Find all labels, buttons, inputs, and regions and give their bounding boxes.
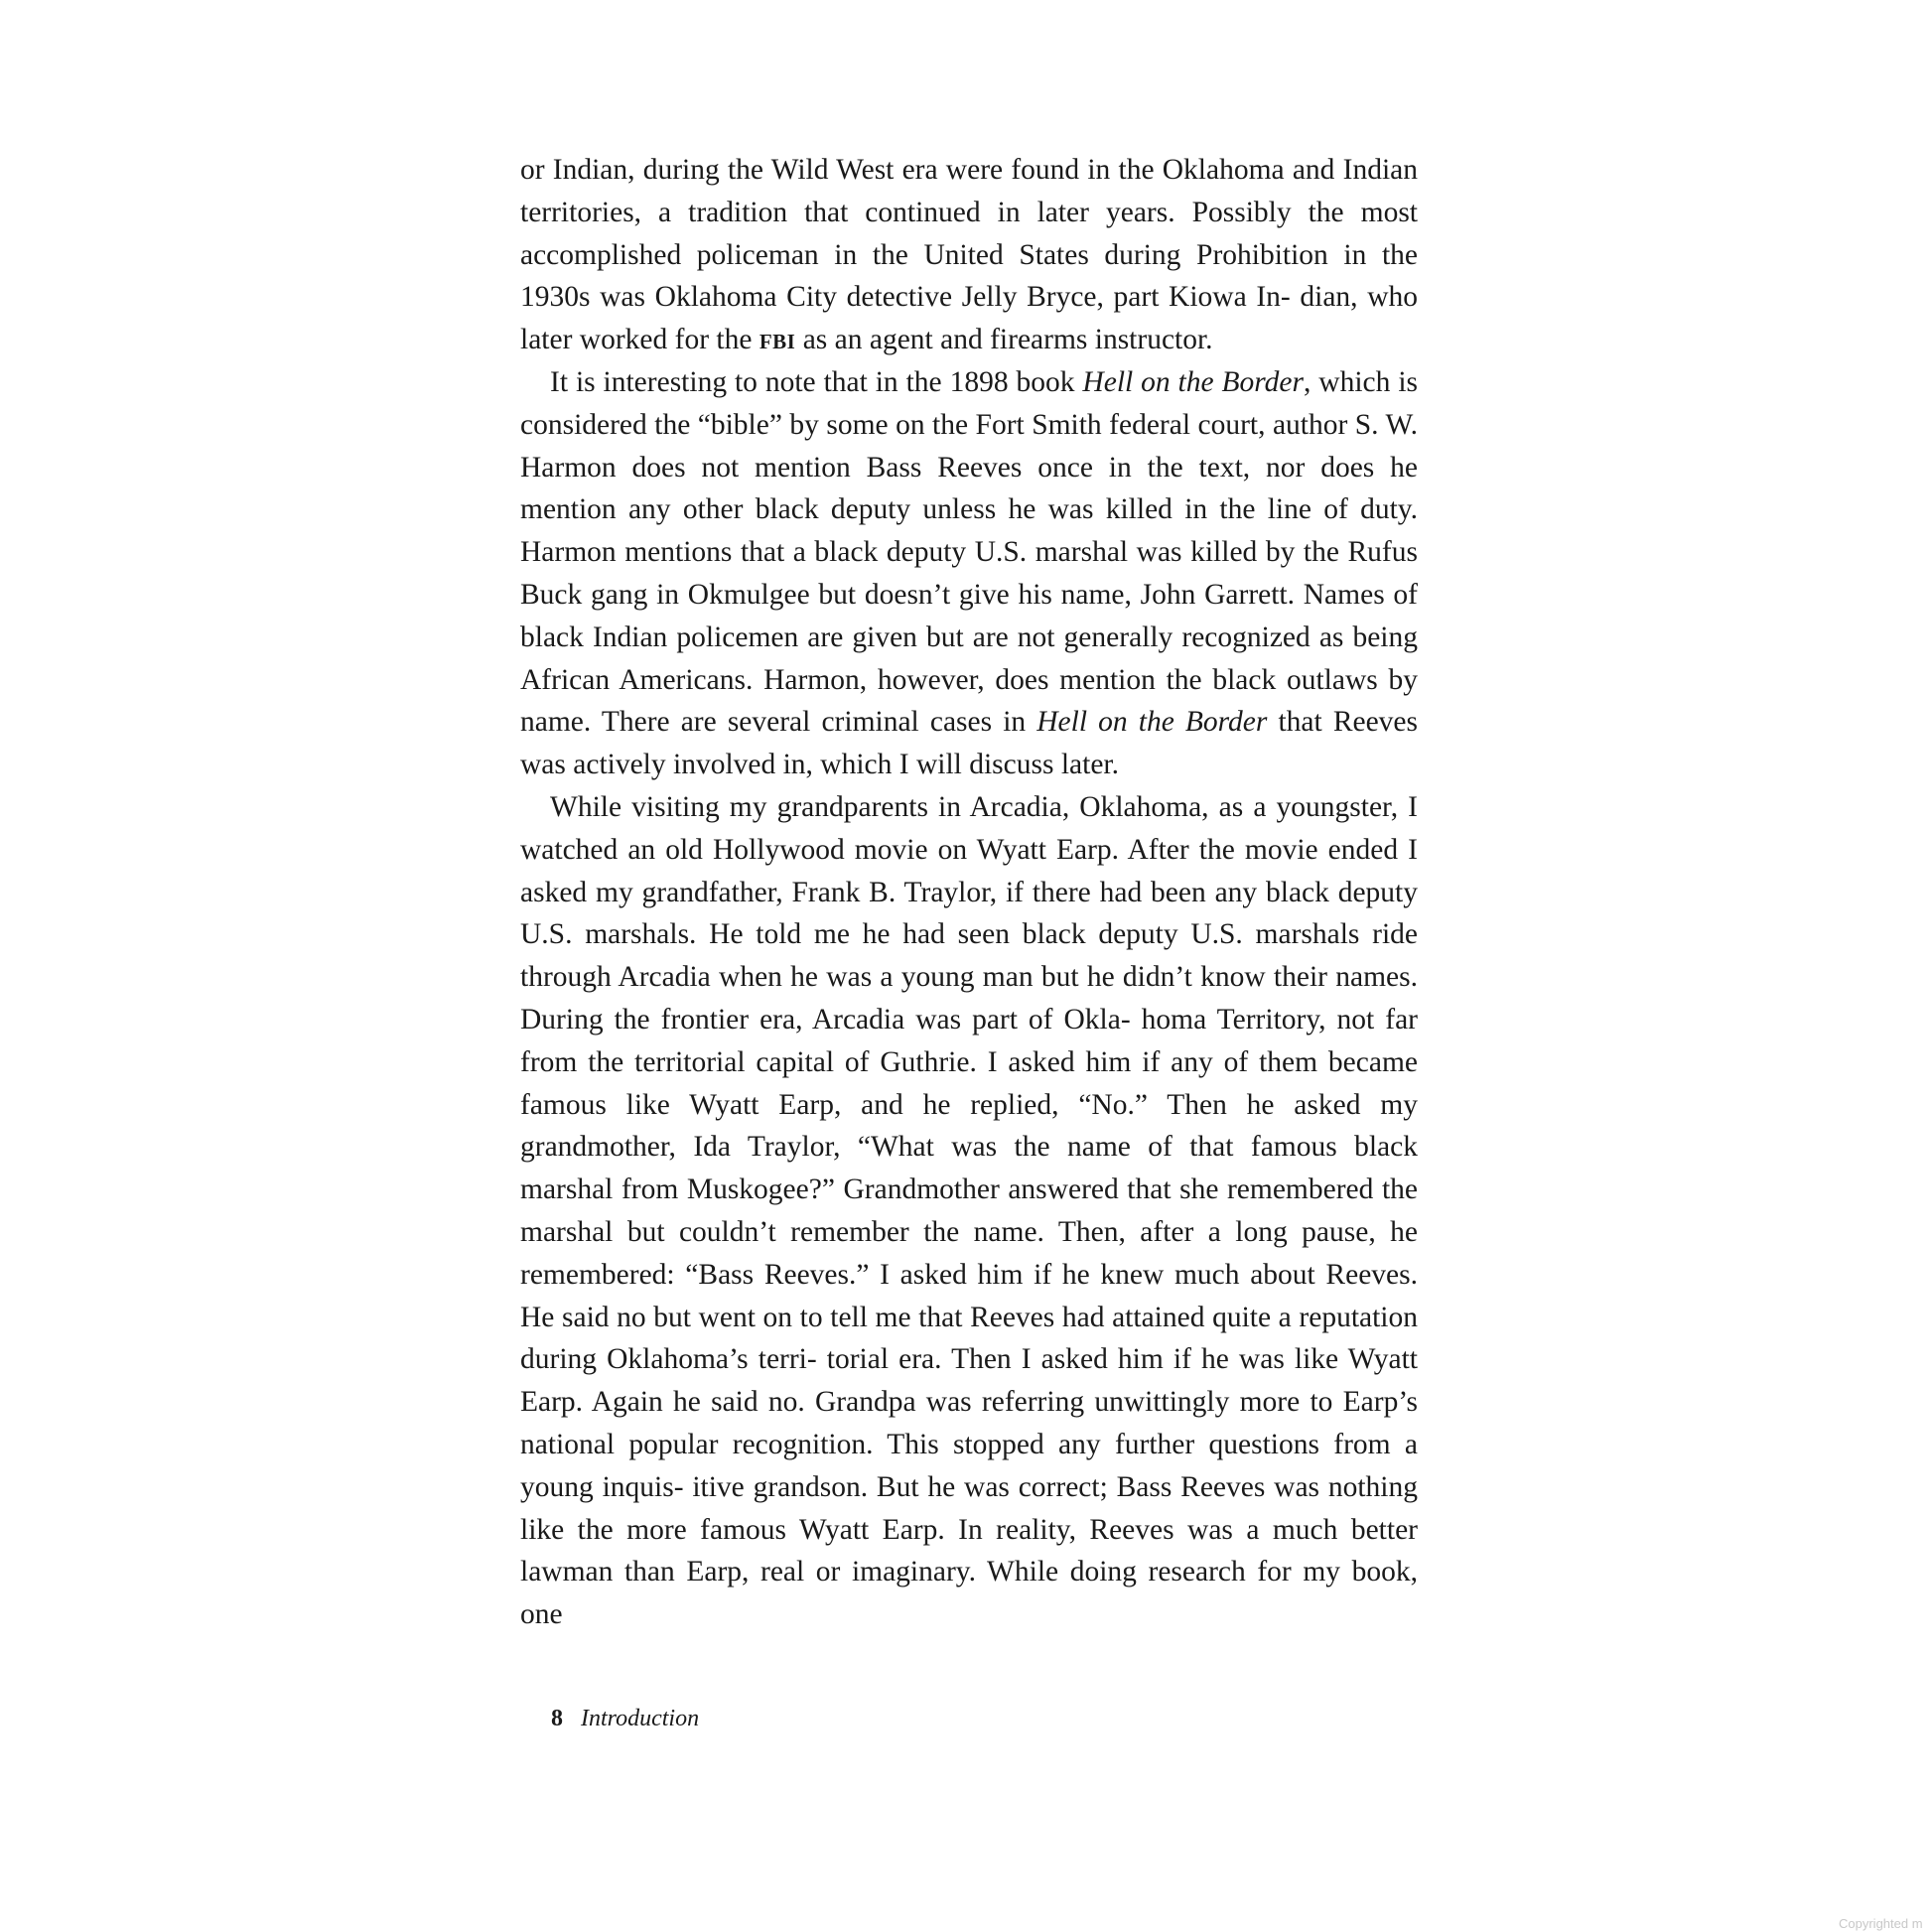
paragraph-1-agency: fbi	[759, 324, 796, 356]
paragraph-1-text-b: was Oklahoma City detective Jelly Bryce, part Kiowa In- dian, who later worked for the	[520, 281, 1418, 356]
paragraph-1-text-c: as an agent and firearms instructor.	[795, 324, 1213, 356]
copyright-watermark: Copyrighted m	[1839, 1916, 1923, 1931]
running-head: Introduction	[581, 1706, 700, 1731]
book-title-hell-on-the-border: Hell on the Border	[1082, 365, 1304, 398]
body-text	[520, 149, 1418, 1636]
page-number: 8	[551, 1706, 563, 1731]
paragraph-2-text-a: It is interesting to note that in the	[550, 365, 950, 398]
paragraph-2-year: 1898	[949, 365, 1009, 398]
paragraph-2-text-b: book	[1008, 365, 1083, 398]
paragraph-1	[520, 149, 1418, 361]
paragraph-1-text-a: or Indian, during the Wild West era were found in the Oklahoma and Indian territories, a tradition that continued in later years. Possibly the most accomplished policeman in the United States during Prohibition in the	[520, 154, 1418, 271]
paragraph-3: While visiting my grandparents in Arcadia, Oklahoma, as a youngster, I watched an old Hollywood movie on Wyatt Earp. After the movie ended I asked my grandfather, Frank B. Traylor, if there had been any black deputy U.S. marshals. He told me he had seen black deputy U.S. marshals ride through Arcadia when he was a young man but he didn’t know their names. During the frontier era, Arcadia was part of Okla- homa Territory, not far from the territorial capital of Guthrie. I asked him if any of them became famous like Wyatt Earp, and he replied, “No.” Then he asked my grandmother, Ida Traylor, “What was the name of that famous black marshal from Muskogee?” Grandmother answered that she remembered the marshal but couldn’t remember the name. Then, after a long pause, he remembered: “Bass Reeves.” I asked him if he knew much about Reeves. He said no but went on to tell me that Reeves had attained quite a reputation during Oklahoma’s terri- torial era. Then I asked him if he was like Wyatt Earp. Again he said no. Grandpa was referring unwittingly more to Earp’s national popular recognition. This stopped any further questions from a young inquis- itive grandson. But he was correct; Bass Reeves was nothing like the more famous Wyatt Earp. In reality, Reeves was a much better lawman than Earp, real or imaginary. While doing research for my book, one	[520, 790, 1418, 1631]
book-title-hell-on-the-border-2: Hell on the Border	[1036, 706, 1268, 739]
page-footer	[551, 1706, 699, 1732]
paragraph-2-text-d: that Reeves was actively involved in, which I will discuss later.	[520, 706, 1419, 781]
paragraph-2-text-c: , which is considered the “bible” by some on the Fort Smith federal court, author S. W. Harmon does not mention Bass Reeves once in the text, nor does he mention any other black deputy unless he was killed in the line of duty. Harmon mentions that a black deputy U.S. marshal was killed by the Rufus Buck gang in Okmulgee but doesn’t give his name, John Garrett. Names of black Indian policemen are given but are not generally recognized as being African Americans. Harmon, however, does mention the black outlaws by name. There are several criminal cases in	[520, 365, 1418, 739]
paragraph-1-year: 1930s	[520, 281, 591, 314]
paragraph-2	[520, 361, 1418, 786]
